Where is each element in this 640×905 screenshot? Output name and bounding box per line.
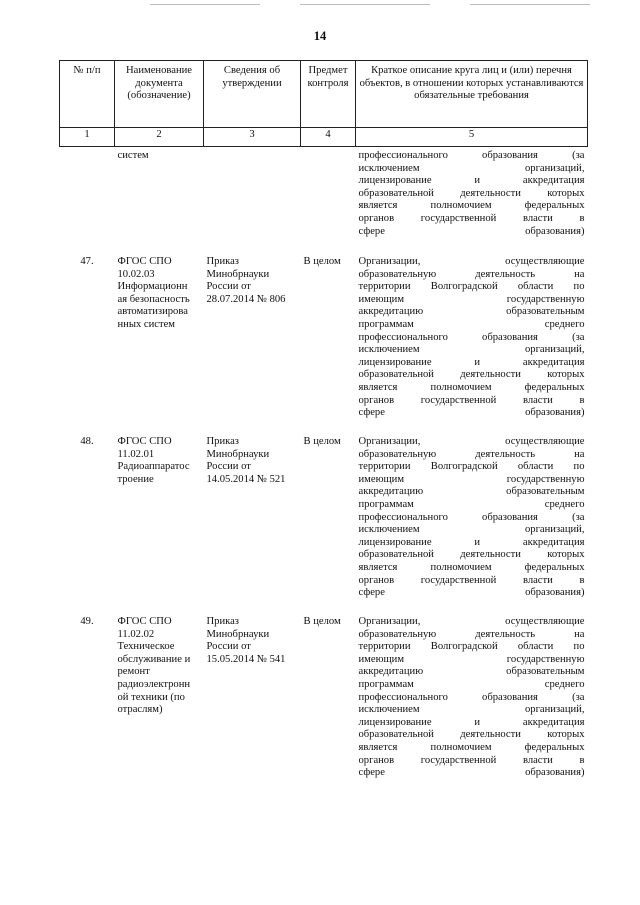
- description-line: исключением организаций,: [358, 704, 585, 716]
- description-line: органов государственной власти в: [358, 574, 585, 586]
- description-line: территории Волгоградской области по: [358, 641, 585, 653]
- description-line: образовательной деятельности которых: [358, 549, 585, 561]
- row-number: [60, 147, 115, 253]
- document-name-line: ФГОС СПО: [117, 436, 172, 447]
- description-line: программам среднего: [358, 678, 585, 690]
- description-line: территории Волгоградской области по: [358, 281, 585, 293]
- description-line: профессионального образования (за: [358, 331, 585, 343]
- row-number: 48.: [80, 436, 94, 447]
- description-line: аккредитацию образовательным: [358, 306, 585, 318]
- document-name: [115, 432, 204, 612]
- document-name-line: отраслям): [117, 704, 163, 716]
- column-number: 1: [60, 128, 115, 147]
- header-number: № п/п: [60, 61, 115, 128]
- description: [356, 612, 588, 798]
- approval-line: России от: [206, 461, 251, 473]
- description-line: образовательную деятельность на: [358, 628, 585, 640]
- description-line: Организации, осуществляющие: [358, 616, 585, 627]
- document-name-line: обслуживание и: [117, 653, 191, 665]
- column-number: 3: [204, 128, 301, 147]
- document-name-line: 10.02.03: [117, 268, 155, 280]
- row-number: 47.: [80, 256, 94, 267]
- control-subject: [301, 147, 356, 253]
- scan-artifact: [300, 4, 430, 5]
- scan-artifact: [470, 4, 590, 5]
- control-subject: В целом: [303, 616, 341, 627]
- document-name-line: 11.02.01: [117, 448, 155, 460]
- description-line: Организации, осуществляющие: [358, 436, 585, 447]
- table-row: [60, 252, 588, 432]
- document-name-line: троение: [117, 473, 154, 485]
- document-name-line: ремонт: [117, 666, 150, 678]
- document-name-line: ая безопасность: [117, 293, 190, 305]
- approval-line: Приказ: [206, 256, 239, 267]
- description-line: профессионального образования (за: [358, 150, 585, 161]
- table-row-continuation: [60, 147, 588, 253]
- description-line: сфере образования): [358, 225, 585, 237]
- document-name-line: ой техники (по: [117, 691, 185, 703]
- description-line: органов государственной власти в: [358, 754, 585, 766]
- document-name-line: ФГОС СПО: [117, 256, 172, 267]
- approval-info: [204, 147, 301, 253]
- description-line: имеющим государственную: [358, 293, 585, 305]
- approval-line: Минобрнауки: [206, 268, 270, 280]
- document-name: [115, 147, 204, 253]
- approval-line: России от: [206, 281, 251, 293]
- description-line: лицензирование и аккредитация: [358, 716, 585, 728]
- document-name: [115, 252, 204, 432]
- description-line: Организации, осуществляющие: [358, 256, 585, 267]
- table-header-row: [60, 61, 588, 128]
- document-name-line: систем: [117, 150, 149, 161]
- control-subject: В целом: [303, 436, 341, 447]
- document-name-line: 11.02.02: [117, 628, 155, 640]
- description-line: образовательную деятельность на: [358, 268, 585, 280]
- header-control-subject: Предмет контроля: [301, 61, 356, 128]
- approval-line: России от: [206, 641, 251, 653]
- description-line: является полномочием федеральных: [358, 741, 585, 753]
- description-line: исключением организаций,: [358, 344, 585, 356]
- column-number: 5: [356, 128, 588, 147]
- requirements-table: [59, 60, 588, 798]
- description-line: аккредитацию образовательным: [358, 486, 585, 498]
- description-line: лицензирование и аккредитация: [358, 536, 585, 548]
- document-name-line: ФГОС СПО: [117, 616, 172, 627]
- column-number: 4: [301, 128, 356, 147]
- approval-info: [204, 432, 301, 612]
- description-line: территории Волгоградской области по: [358, 461, 585, 473]
- header-description: Краткое описание круга лиц и (или) перечня объектов, в отношении которых устанавливаются обязательные требования: [356, 61, 588, 128]
- header-approval-info: Сведения об утверждении: [204, 61, 301, 128]
- description-line: программам среднего: [358, 318, 585, 330]
- description-line: сфере образования): [358, 767, 585, 779]
- description-line: исключением организаций,: [358, 162, 585, 174]
- description-line: образовательную деятельность на: [358, 448, 585, 460]
- description-line: является полномочием федеральных: [358, 561, 585, 573]
- document-name-line: автоматизирова: [117, 306, 188, 318]
- document-name-line: нных систем: [117, 318, 176, 330]
- scan-artifact: [150, 4, 260, 5]
- description-line: образовательной деятельности которых: [358, 187, 585, 199]
- approval-line: Приказ: [206, 436, 239, 447]
- description-line: лицензирование и аккредитация: [358, 175, 585, 187]
- column-number: 2: [115, 128, 204, 147]
- description-line: образовательной деятельности которых: [358, 729, 585, 741]
- description-line: является полномочием федеральных: [358, 381, 585, 393]
- approval-info: [204, 252, 301, 432]
- header-document-name: Наименование документа (обозначение): [115, 61, 204, 128]
- approval-line: Минобрнауки: [206, 628, 270, 640]
- column-number-row: [60, 128, 588, 147]
- description-line: органов государственной власти в: [358, 212, 585, 224]
- document-name-line: Информационн: [117, 281, 188, 293]
- control-subject: В целом: [303, 256, 341, 267]
- description-line: имеющим государственную: [358, 473, 585, 485]
- document-name: [115, 612, 204, 798]
- approval-line: 28.07.2014 № 806: [206, 293, 286, 305]
- description: [356, 432, 588, 612]
- description-line: профессионального образования (за: [358, 691, 585, 703]
- description: [356, 252, 588, 432]
- description-line: образовательной деятельности которых: [358, 369, 585, 381]
- document-name-line: радиоэлектронн: [117, 678, 191, 690]
- description-line: сфере образования): [358, 587, 585, 599]
- approval-line: 15.05.2014 № 541: [206, 653, 286, 665]
- approval-line: 14.05.2014 № 521: [206, 473, 286, 485]
- approval-info: [204, 612, 301, 798]
- description-line: имеющим государственную: [358, 653, 585, 665]
- description-line: органов государственной власти в: [358, 394, 585, 406]
- page-number: 14: [313, 29, 327, 43]
- approval-line: Приказ: [206, 616, 239, 627]
- description: [356, 147, 588, 253]
- document-name-line: Техническое: [117, 641, 175, 653]
- description-line: исключением организаций,: [358, 524, 585, 536]
- description-line: профессионального образования (за: [358, 511, 585, 523]
- table-row: [60, 432, 588, 612]
- description-line: является полномочием федеральных: [358, 200, 585, 212]
- description-line: аккредитацию образовательным: [358, 666, 585, 678]
- description-line: сфере образования): [358, 407, 585, 419]
- table-row: [60, 612, 588, 798]
- description-line: лицензирование и аккредитация: [358, 356, 585, 368]
- approval-line: Минобрнауки: [206, 448, 270, 460]
- description-line: программам среднего: [358, 498, 585, 510]
- row-number: 49.: [80, 616, 94, 627]
- document-name-line: Радиоаппаратос: [117, 461, 190, 473]
